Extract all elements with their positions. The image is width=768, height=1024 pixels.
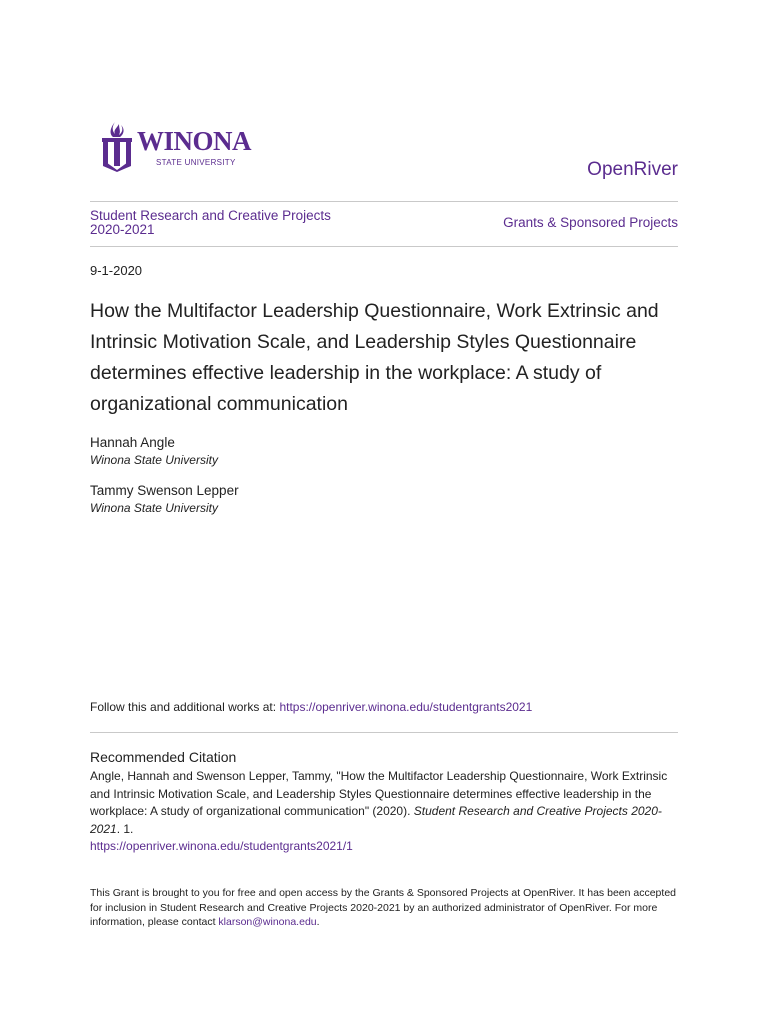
author-affiliation: Winona State University: [90, 501, 218, 515]
logo-wordmark: WINONA: [137, 126, 252, 156]
series-name: Student Research and Creative Projects: [90, 208, 331, 223]
series-link[interactable]: [90, 209, 331, 237]
citation-heading: Recommended Citation: [90, 749, 237, 765]
follow-link[interactable]: https://openriver.winona.edu/studentgrants2021: [279, 700, 533, 714]
footer-text: This Grant is brought to you for free and open access by the Grants & Sponsored Projects at OpenRiver. It has been accepted for inclusion in Student Research and Creative Projects 2020-2021 by an authorized administrator of OpenRiver. For more information, please contact: [90, 887, 676, 928]
citation-journal: Student Research and Creative Projects 2020-2021: [90, 804, 662, 836]
nav-divider: [90, 246, 678, 247]
footer-notice: [90, 886, 680, 930]
department-link[interactable]: Grants & Sponsored Projects: [503, 215, 678, 230]
logo-subtitle: STATE UNIVERSITY: [156, 158, 236, 167]
top-divider: [90, 201, 678, 202]
follow-line: [90, 699, 532, 715]
citation-suffix: . 1.: [116, 821, 134, 836]
author-name: Tammy Swenson Lepper: [90, 483, 239, 498]
follow-label: Follow this and additional works at:: [90, 700, 280, 714]
footer-end: .: [316, 916, 320, 928]
series-year: 2020-2021: [90, 222, 155, 237]
publication-date: 9-1-2020: [90, 263, 143, 278]
citation-link[interactable]: https://openriver.winona.edu/studentgrants2021/1: [90, 839, 353, 853]
author-affiliation: Winona State University: [90, 453, 218, 467]
author-name: Hannah Angle: [90, 435, 175, 450]
contact-email-link[interactable]: klarson@winona.edu: [218, 916, 317, 928]
openriver-link[interactable]: OpenRiver: [587, 159, 678, 180]
citation-body: [90, 768, 680, 856]
citation-divider: [90, 732, 678, 733]
citation-text: Angle, Hannah and Swenson Lepper, Tammy, "How the Multifactor Leadership Questionnaire, Work Extrinsic and Intrinsic Motivation Scale, and Leadership Styles Questionnaire determines effective leadership in the workplace: A study of organizational communication" (2020).: [90, 769, 668, 818]
document-title: How the Multifactor Leadership Questionnaire, Work Extrinsic and Intrinsic Motivation Scale, and Leadership Styles Questionnaire determines effective leadership in the workplace: A study of organizational communication: [90, 300, 659, 415]
